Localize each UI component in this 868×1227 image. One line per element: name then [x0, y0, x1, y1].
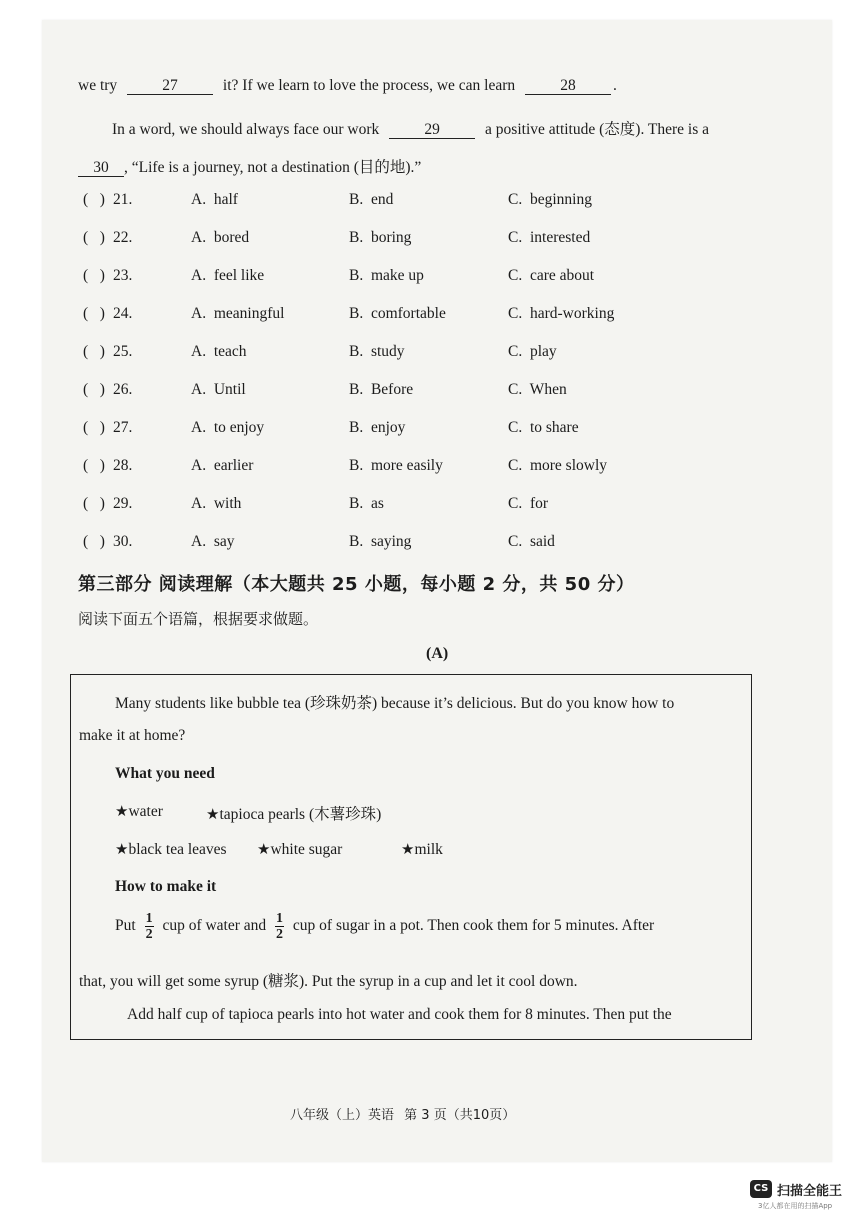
step-1-continued: that, you will get some syrup (糖浆). Put the syrup in a cup and let it cool down.	[79, 973, 578, 990]
option-b: B. as	[349, 495, 384, 512]
step-1: Put $\frac{1}{2}$ cup of water and $\frac{1}{2}$ cup of sugar in a pot. Then cook them for 5 minutes. After	[115, 911, 655, 942]
ingredient-item: ★water	[115, 802, 163, 820]
star-icon: ★	[206, 805, 220, 823]
option-b: B. make up	[349, 267, 424, 284]
question-number: 24.	[113, 305, 133, 322]
star-icon: ★	[115, 840, 129, 858]
ingredient-item: ★tapioca pearls (木薯珍珠)	[206, 805, 382, 823]
camscanner-logo-icon: CS	[750, 1180, 772, 1198]
option-a: A. to enjoy	[191, 419, 265, 436]
option-c: C. beginning	[508, 191, 592, 208]
option-a: A. say	[191, 533, 235, 550]
option-b: B. more easily	[349, 457, 443, 474]
answer-bracket[interactable]: ( )	[83, 343, 105, 360]
question-28	[83, 457, 783, 481]
question-number: 27.	[113, 419, 133, 436]
option-a: A. teach	[191, 343, 247, 360]
question-number: 25.	[113, 343, 133, 360]
blank-29: 29	[389, 121, 475, 139]
question-number: 28.	[113, 457, 133, 474]
ingredient-item: ★black tea leaves	[115, 840, 227, 858]
passage-intro: make it at home?	[79, 727, 186, 744]
option-a: A. half	[191, 191, 238, 208]
option-c: C. to share	[508, 419, 579, 436]
option-b: B. saying	[349, 533, 412, 550]
option-a: A. earlier	[191, 457, 254, 474]
option-c: C. said	[508, 533, 555, 550]
option-c: C. interested	[508, 229, 591, 246]
option-b: B. study	[349, 343, 405, 360]
question-number: 23.	[113, 267, 133, 284]
option-a: A. meaningful	[191, 305, 285, 322]
question-26	[83, 381, 783, 405]
fraction-half: $\frac{1}{2}$	[145, 911, 153, 942]
question-23	[83, 267, 783, 291]
cloze-line-2	[112, 117, 709, 139]
cloze-line-3	[78, 155, 421, 177]
question-22	[83, 229, 783, 253]
question-number: 21.	[113, 191, 133, 208]
answer-bracket[interactable]: ( )	[83, 191, 105, 208]
question-29	[83, 495, 783, 519]
answer-bracket[interactable]: ( )	[83, 381, 105, 398]
answer-bracket[interactable]: ( )	[83, 229, 105, 246]
option-a: A. feel like	[191, 267, 265, 284]
answer-bracket[interactable]: ( )	[83, 533, 105, 550]
option-c: C. care about	[508, 267, 595, 284]
passage-intro: Many students like bubble tea (珍珠奶茶) because it’s delicious. But do you know how to	[115, 695, 675, 712]
answer-bracket[interactable]: ( )	[83, 457, 105, 474]
brand-name: 扫描全能王	[777, 1184, 843, 1199]
blank-30: 30	[78, 159, 124, 177]
answer-bracket[interactable]: ( )	[83, 305, 105, 322]
question-25	[83, 343, 783, 367]
cloze-text: In a word, we should always face our work	[112, 121, 380, 138]
fraction-half: $\frac{1}{2}$	[276, 911, 284, 942]
passage-label: (A)	[426, 645, 449, 662]
option-b: B. end	[349, 191, 394, 208]
footer-page-number: 第 3 页（共10页）	[404, 1108, 516, 1123]
how-to-make-heading: How to make it	[115, 878, 217, 895]
cloze-text: .	[613, 77, 617, 94]
question-number: 26.	[113, 381, 133, 398]
question-24	[83, 305, 783, 329]
option-b: B. enjoy	[349, 419, 406, 436]
answer-bracket[interactable]: ( )	[83, 419, 105, 436]
scanner-watermark	[750, 1178, 860, 1218]
brand-tagline: 3亿人都在用的扫描App	[758, 1202, 833, 1210]
option-a: A. bored	[191, 229, 250, 246]
step-2: Add half cup of tapioca pearls into hot water and cook them for 8 minutes. Then put the	[127, 1006, 672, 1023]
cloze-text: a positive attitude (态度). There is a	[485, 121, 710, 138]
question-number: 30.	[113, 533, 133, 550]
answer-bracket[interactable]: ( )	[83, 267, 105, 284]
option-c: C. more slowly	[508, 457, 608, 474]
section-instruction: 阅读下面五个语篇，根据要求做题。	[78, 610, 319, 628]
blank-27: 27	[127, 77, 213, 95]
option-b: B. comfortable	[349, 305, 446, 322]
option-c: C. play	[508, 343, 557, 360]
question-21	[83, 191, 783, 215]
star-icon: ★	[401, 840, 415, 858]
page-footer	[290, 1104, 521, 1123]
blank-28: 28	[525, 77, 611, 95]
ingredient-item: ★white sugar	[257, 840, 343, 858]
option-c: C. hard-working	[508, 305, 615, 322]
what-you-need-heading: What you need	[115, 765, 215, 782]
cloze-text: , “Life is a journey, not a destination (目的地).”	[124, 159, 422, 176]
footer-grade: 八年级（上）英语	[290, 1108, 395, 1123]
passage-a-box	[70, 674, 752, 1040]
cloze-text: it? If we learn to love the process, we can learn	[222, 77, 516, 94]
option-a: A. with	[191, 495, 242, 512]
option-a: A. Until	[191, 381, 246, 398]
star-icon: ★	[115, 802, 129, 820]
cloze-text: we try	[78, 77, 118, 94]
section-title: 第三部分 阅读理解（本大题共 25 小题，每小题 2 分，共 50 分）	[78, 574, 635, 595]
question-30	[83, 533, 783, 557]
question-number: 29.	[113, 495, 133, 512]
cloze-line-1	[78, 77, 617, 95]
option-c: C. When	[508, 381, 567, 398]
option-b: B. boring	[349, 229, 412, 246]
option-b: B. Before	[349, 381, 414, 398]
star-icon: ★	[257, 840, 271, 858]
answer-bracket[interactable]: ( )	[83, 495, 105, 512]
question-27	[83, 419, 783, 443]
option-c: C. for	[508, 495, 549, 512]
ingredient-item: ★milk	[401, 840, 443, 858]
question-number: 22.	[113, 229, 133, 246]
